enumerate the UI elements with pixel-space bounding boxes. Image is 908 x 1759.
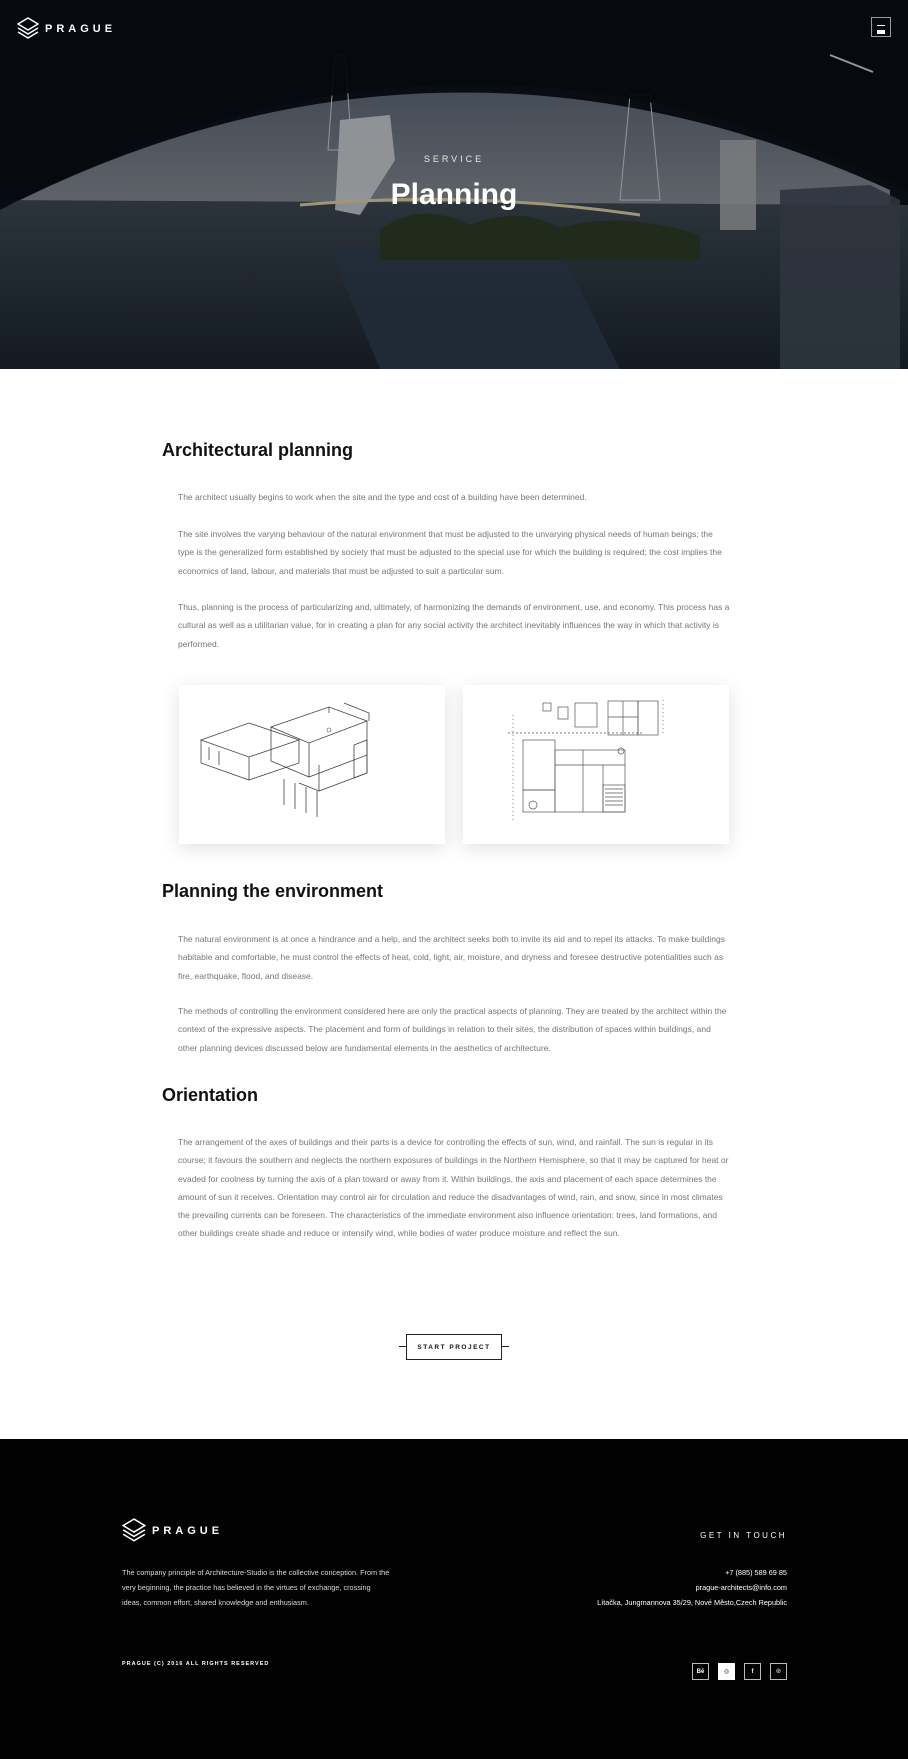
page-title: Planning (390, 178, 518, 211)
facebook-icon[interactable]: f (744, 1663, 761, 1680)
get-in-touch-heading: GET IN TOUCH (700, 1531, 787, 1540)
social-links (692, 1663, 787, 1680)
paragraph: The architect usually begins to work when the site and the type and cost of a building have been determined. (178, 492, 587, 502)
floor-plan-drawing (463, 685, 729, 844)
menu-button[interactable] (871, 17, 891, 37)
copyright-text: PRAGUE (C) 2016 ALL RIGHTS RESERVED (122, 1661, 270, 1667)
contact-address: Lítačka, Jungmannova 35/29, Nové Město,Czech Republic (597, 1598, 787, 1607)
paragraph: Thus, planning is the process of particularizing and, ultimately, of harmonizing the demands of environment, use, and economy. This process has a cultural as well as a utilitarian value, for in creating a plan for any social activity the architect inevitably influences the way in which that activity is performed. (178, 602, 730, 649)
pinterest-icon[interactable]: ℗ (770, 1663, 787, 1680)
section-heading-orientation: Orientation (162, 1085, 259, 1105)
prague-logo-icon (17, 17, 39, 41)
footer-about-text: The company principle of Architecture-Studio is the collective conception. From the very beginning, the practice has believed in the virtues of exchange, crossing ideas, common effort, shared knowledge and enthusiasm. (122, 1568, 390, 1607)
hero-banner (0, 0, 908, 369)
axonometric-drawing-card[interactable] (179, 685, 445, 844)
paragraph: The arrangement of the axes of buildings and their parts is a device for controlling the effects of sun, wind, and rainfall. The sun is regular in its course; it favours the southern and neglects the northern exposures of buildings in the Northern Hemisphere, so that it may be captured for heat or evaded for coolness by turning the axis of a plan toward or away from it. Within buildings, the axis and placement of each space determines the amount of sun it receives. Orientation may control air for circulation and reduce the disadvantages of wind, rain, and snow, since in most climates the prevailing currents can be foreseen. The characteristics of the immediate environment also influence orientation: trees, land formations, and other buildings create shade and reduce or intensify wind, while bodies of water produce moisture and reflect the sun. (178, 1137, 729, 1239)
brand-name: PRAGUE (45, 23, 117, 35)
section-heading-planning-environment: Planning the environment (162, 881, 384, 901)
hamburger-icon (877, 25, 885, 30)
paragraph: The site involves the varying behaviour of the natural environment that must be adjusted to the unvarying physical needs of human beings; the type is the generalized form established by society that must be adjusted to the special use for which the building is required; the cost implies the economics of land, labour, and materials that must be adjusted to suit a particular sum. (178, 529, 722, 576)
brand-name: PRAGUE (152, 1525, 224, 1537)
hero-kicker: SERVICE (423, 154, 485, 164)
footer (0, 1439, 908, 1759)
section-heading-architectural-planning: Architectural planning (162, 440, 354, 460)
paragraph: The methods of controlling the environment considered here are only the practical aspects of planning. They are treated by the architect within the context of the expressive aspects. The placement and form of buildings in relation to their sites, the distribution of spaces within buildings, and other planning devices discussed below are fundamental elements in the aesthetics of architecture. (178, 1006, 727, 1053)
floor-plan-card[interactable] (463, 685, 729, 844)
start-project-wrapper (399, 1334, 509, 1360)
prague-logo-icon (122, 1518, 146, 1544)
footer-logo[interactable] (122, 1518, 223, 1544)
contact-phone[interactable]: +7 (885) 589 69 85 (725, 1568, 787, 1577)
paragraph: The natural environment is at once a hindrance and a help, and the architect seeks both to invite its aid and to repel its attacks. To make buildings habitable and comfortable, he must control the effects of heat, cold, light, air, moisture, and dryness and foresee destructive potentialities such as fire, earthquake, flood, and disease. (178, 934, 726, 981)
axonometric-building-drawing (179, 685, 445, 844)
contact-email[interactable]: prague-architects@info.com (695, 1583, 787, 1592)
header-logo[interactable] (17, 17, 116, 41)
start-project-button[interactable]: START PROJECT (406, 1334, 502, 1360)
behance-icon[interactable]: Bē (692, 1663, 709, 1680)
dribbble-icon[interactable]: ◎ (718, 1663, 735, 1680)
